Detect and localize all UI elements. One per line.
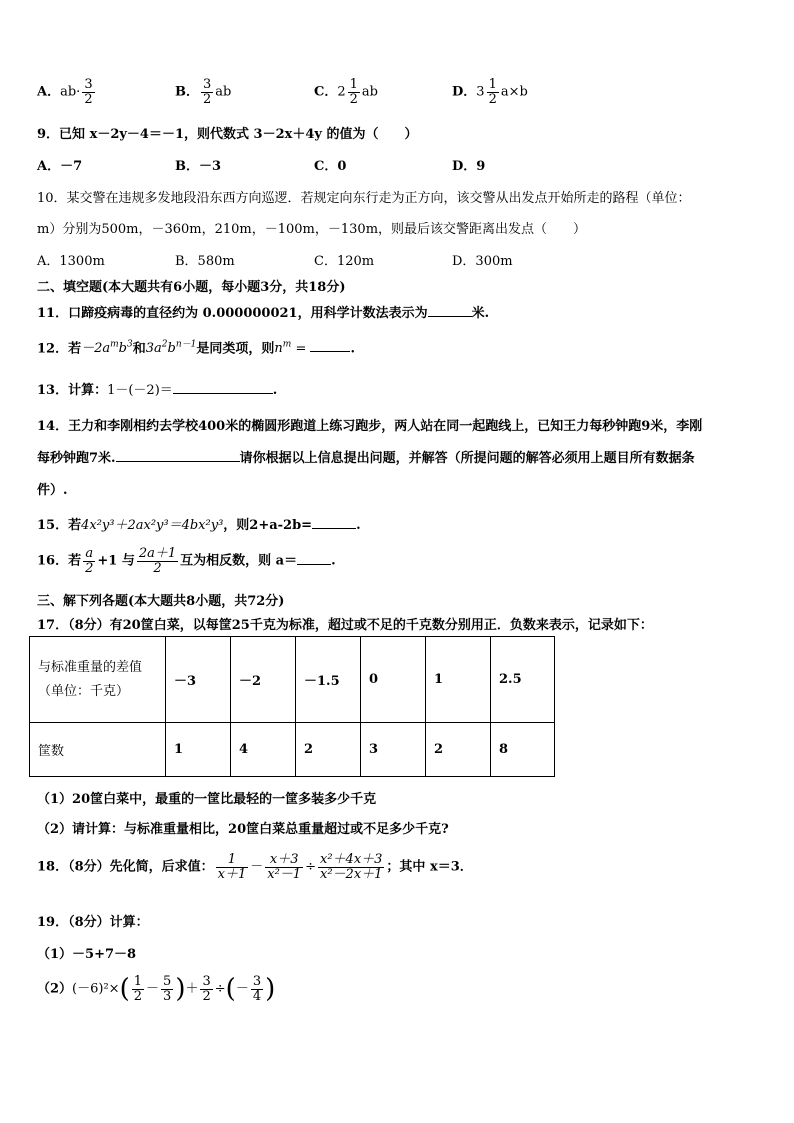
question-18: 18．（8分）先化简，后求值： $\frac{1}{x+1}$ － $\frac{x+3}{\text{x²－1}}$ ÷ $\frac{\text{x²＋4x＋3}}{\text{x²－2x＋1}}$ ；其中 x＝3．	[37, 852, 473, 882]
table-cell: 8	[491, 723, 555, 777]
question-17-sub-1: （1）20筐白菜中，最重的一筐比最轻的一筐多装多少千克	[37, 792, 377, 807]
q9-option-a: A．－7	[37, 159, 83, 174]
table-cell: 3	[361, 723, 426, 777]
table-cell: 1	[426, 637, 491, 723]
question-19-part-2: （2）(－6)²×( $\frac{1}{2}$ － $\frac{5}{3}$ )＋ $\frac{3}{2}$ ÷(－ $\frac{3}{4}$ )	[37, 973, 276, 1004]
q10-option-c: C．120m	[314, 254, 375, 269]
table-cell: 2	[296, 723, 361, 777]
question-11: 11．口蹄疫病毒的直径约为 0.000000021，用科学计数法表示为 米.	[37, 306, 490, 321]
q9-option-b: B．－3	[175, 159, 222, 174]
question-13: 13．计算：1－(－2)＝ .	[37, 383, 278, 398]
q10-option-b: B．580m	[175, 254, 235, 269]
table-cell: －1.5	[296, 637, 361, 723]
table-row	[30, 723, 555, 777]
q16-answer-blank	[297, 552, 331, 565]
table-cell: 0	[361, 637, 426, 723]
q8-option-b: B． $\frac{3}{2}$ ab	[175, 77, 232, 107]
question-9: 9．已知 x－2y－4＝－1，则代数式 3－2x＋4y 的值为（ ）	[37, 127, 418, 142]
q9-option-c: C．0	[314, 159, 347, 174]
question-14-line-1: 14．王力和李刚相约去学校400米的椭圆形跑道上练习跑步，两人站在同一起跑线上，已知王力每秒钟跑9米，李刚	[37, 419, 703, 434]
question-12: 12．若$-2a^mb^3$和$3a^2b^{n-1}$是同类项，则$n^m$ = .	[37, 340, 356, 357]
table-header-cell: 与标准重量的差值 （单位：千克）	[30, 637, 166, 723]
question-10-line-1: 10．某交警在违规多发地段沿东西方向巡逻．若规定向东行走为正方向，该交警从出发点开始所走的路程（单位：	[37, 191, 691, 206]
table-header-cell: 筐数	[30, 723, 166, 777]
question-14-line-2: 每秒钟跑7米. 请你根据以上信息提出问题，并解答（所提问题的解答必须用上题目所有数据条	[37, 451, 695, 466]
question-14-line-3: 件）.	[37, 483, 68, 498]
q15-answer-blank	[312, 516, 356, 529]
question-17-sub-2: （2）请计算：与标准重量相比，20筐白菜总重量超过或不足多少千克?	[37, 822, 449, 837]
table-row	[30, 637, 555, 723]
q12-answer-blank	[310, 339, 350, 352]
table-cell: 2.5	[491, 637, 555, 723]
q13-answer-blank	[173, 381, 273, 394]
question-19-title: 19．（8分）计算：	[37, 915, 149, 930]
table-cell: －2	[231, 637, 296, 723]
question-10-line-2: m）分别为500m，－360m，210m，－100m，－130m，则最后该交警距离出发点（ ）	[37, 222, 587, 237]
table-cell: 1	[166, 723, 231, 777]
q9-option-d: D．9	[452, 159, 486, 174]
q8-option-d: D．3 $\frac{1}{2}$ a×b	[452, 77, 528, 107]
q8-option-c: C．2 $\frac{1}{2}$ ab	[314, 77, 378, 107]
q14-answer-blank	[116, 449, 240, 462]
question-19-part-1: （1）－5+7－8	[37, 947, 137, 962]
section-3-heading: 三、解下列各题(本大题共8小题，共72分)	[37, 594, 285, 609]
table-cell: －3	[166, 637, 231, 723]
q10-option-a: A．1300m	[37, 254, 105, 269]
q10-option-d: D．300m	[452, 254, 513, 269]
question-16: 16．若 $\frac{a}{2}$ +1 与 $\frac{2a+1}{2}$ 互为相反数，则 a＝ .	[37, 546, 336, 576]
question-17-intro: 17．（8分）有20筐白菜，以每筐25千克为标准，超过或不足的千克数分别用正．负数来表示，记录如下：	[37, 618, 653, 633]
q17-table	[29, 636, 555, 777]
table-cell: 4	[231, 723, 296, 777]
question-15: 15．若4x²y³＋2ax²y³＝4bx²y³，则2+a-2b= .	[37, 518, 361, 533]
q11-answer-blank	[428, 304, 472, 317]
table-cell: 2	[426, 723, 491, 777]
section-2-heading: 二、填空题(本大题共有6小题，每小题3分，共18分)	[37, 280, 346, 295]
q8-option-a: A．ab· $\frac{3}{2}$	[37, 77, 93, 107]
